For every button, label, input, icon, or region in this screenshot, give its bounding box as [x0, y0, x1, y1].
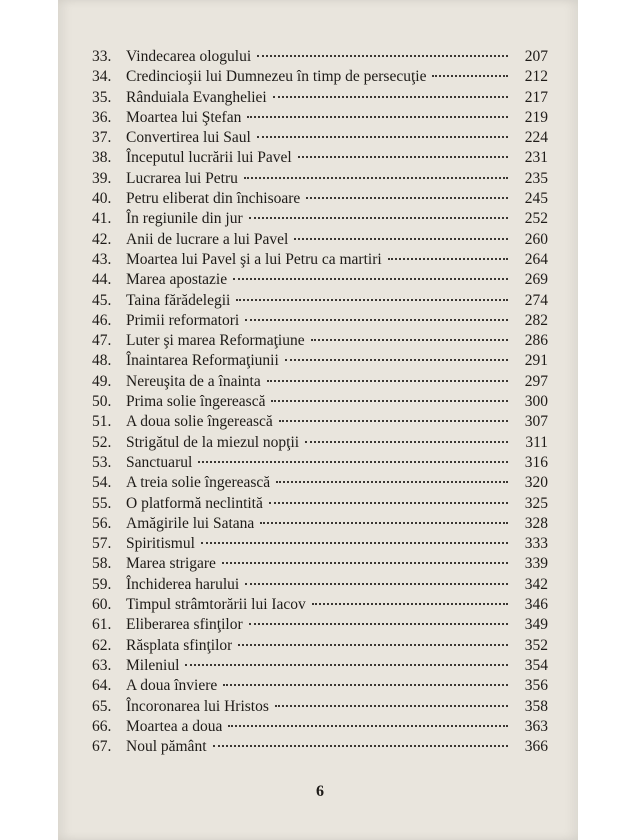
dot-leader	[233, 278, 508, 280]
toc-entry-number: 66.	[92, 717, 112, 735]
toc-entry-page: 269	[524, 271, 548, 289]
toc-entry-title: Prima solie îngerească	[126, 393, 266, 411]
toc-entry-page: 297	[524, 372, 548, 390]
dot-leader	[201, 542, 508, 544]
toc-entry	[92, 209, 548, 229]
toc-entry	[92, 270, 548, 290]
toc-entry-number: 37.	[92, 129, 112, 147]
toc-entry-number: 59.	[92, 575, 112, 593]
toc-entry-number: 62.	[92, 636, 112, 654]
toc-entry-page: 282	[524, 311, 548, 329]
toc-entry-title: Lucrarea lui Petru	[126, 169, 238, 187]
toc-entry-title: Marea strigare	[126, 555, 216, 573]
toc-entry-title: Timpul strâmtorării lui Iacov	[126, 596, 306, 614]
toc-entry-page: 252	[524, 210, 548, 228]
toc-entry	[92, 595, 548, 615]
toc-entry-title: Moartea a doua	[126, 717, 223, 735]
dot-leader	[388, 258, 508, 260]
toc-entry-number: 34.	[92, 68, 112, 86]
toc-entry	[92, 351, 548, 371]
toc-entry-page: 352	[524, 636, 548, 654]
toc-entry-page: 325	[524, 494, 548, 512]
toc-entry-number: 56.	[92, 514, 112, 532]
toc-entry	[92, 148, 548, 168]
toc-entry	[92, 697, 548, 717]
toc-entry	[92, 88, 548, 108]
toc-entry-number: 63.	[92, 656, 112, 674]
dot-leader	[245, 583, 508, 585]
toc-entry	[92, 473, 548, 493]
toc-entry	[92, 311, 548, 331]
toc-entry-title: Începutul lucrării lui Pavel	[126, 149, 292, 167]
toc-entry-title: Taina fărădelegii	[126, 291, 231, 309]
toc-entry	[92, 534, 548, 554]
dot-leader	[267, 380, 508, 382]
dot-leader	[260, 522, 508, 524]
toc-entry-title: Amăgirile lui Satana	[126, 514, 255, 532]
toc-entry-number: 50.	[92, 393, 112, 411]
page-number: 6	[316, 783, 324, 800]
toc-entry	[92, 250, 548, 270]
toc-entry-title: Spiritismul	[126, 535, 195, 553]
toc-entry-number: 64.	[92, 677, 112, 695]
toc-entry-number: 35.	[92, 88, 112, 106]
dot-leader	[275, 705, 508, 707]
toc-entry-title: Convertirea lui Saul	[126, 129, 251, 147]
dot-leader	[244, 177, 508, 179]
toc-entry-title: Noul pământ	[126, 738, 207, 756]
toc-entry-page: 286	[524, 332, 548, 350]
toc-entry	[92, 108, 548, 128]
toc-entry-page: 260	[524, 230, 548, 248]
toc-entry-page: 212	[524, 68, 548, 86]
dot-leader	[312, 603, 508, 605]
toc-entry	[92, 575, 548, 595]
toc-entry-number: 49.	[92, 372, 112, 390]
dot-leader	[185, 664, 508, 666]
dot-leader	[271, 400, 508, 402]
toc-entry-number: 47.	[92, 332, 112, 350]
toc-entry-number: 42.	[92, 230, 112, 248]
toc-entry	[92, 433, 548, 453]
dot-leader	[269, 502, 508, 504]
toc-entry	[92, 737, 548, 757]
toc-entry-title: Încoronarea lui Hristos	[126, 697, 269, 715]
toc-entry-title: Rânduiala Evangheliei	[126, 88, 267, 106]
toc-entry	[92, 67, 548, 87]
toc-entry	[92, 47, 548, 67]
toc-entry	[92, 656, 548, 676]
toc-entry-page: 342	[524, 575, 548, 593]
dot-leader	[247, 116, 508, 118]
toc-entry-number: 61.	[92, 616, 112, 634]
toc-entry-title: A treia solie îngerească	[126, 474, 271, 492]
toc-entry-number: 45.	[92, 291, 112, 309]
dot-leader	[273, 96, 508, 98]
toc-entry	[92, 554, 548, 574]
toc-entry	[92, 331, 548, 351]
dot-leader	[222, 562, 508, 564]
toc-entry-number: 48.	[92, 352, 112, 370]
toc-entry	[92, 453, 548, 473]
toc-entry	[92, 717, 548, 737]
dot-leader	[245, 319, 508, 321]
toc-entry-page: 316	[524, 453, 548, 471]
toc-entry-page: 264	[524, 250, 548, 268]
dot-leader	[305, 441, 508, 443]
toc-entry-title: Vindecarea ologului	[126, 48, 252, 65]
dot-leader	[306, 197, 508, 199]
dot-leader	[223, 684, 508, 686]
toc-entry-page: 291	[524, 352, 548, 370]
toc-entry	[92, 636, 548, 656]
toc-entry-number: 36.	[92, 108, 112, 126]
toc-entry	[92, 412, 548, 432]
toc-entry-page: 231	[524, 149, 548, 167]
toc-entry	[92, 128, 548, 148]
toc-entry-page: 224	[524, 129, 548, 147]
toc-entry-page: 307	[524, 413, 548, 431]
toc-entry-title: Marea apostazie	[126, 271, 228, 289]
toc-entry-title: Anii de lucrare a lui Pavel	[126, 230, 289, 248]
toc-entry-number: 39.	[92, 169, 112, 187]
toc-entry-title: În regiunile din jur	[126, 210, 243, 228]
toc-entry-page: 320	[524, 474, 548, 492]
dot-leader	[238, 644, 508, 646]
toc-entry-number: 67.	[92, 738, 112, 756]
dot-leader	[285, 359, 508, 361]
toc-entry-number: 57.	[92, 535, 112, 553]
toc-entry-page: 274	[524, 291, 548, 309]
dot-leader	[276, 481, 508, 483]
toc-entry-title: O platformă neclintită	[126, 494, 263, 512]
toc-entry-page: 358	[524, 697, 548, 715]
dot-leader	[298, 156, 508, 158]
toc-entry-number: 40.	[92, 190, 112, 208]
toc-entry	[92, 189, 548, 209]
toc-entry-page: 333	[524, 535, 548, 553]
toc-entry-title: Credincioşii lui Dumnezeu în timp de persecuţie	[126, 68, 427, 86]
toc-entry-number: 51.	[92, 413, 112, 431]
toc-entry-number: 46.	[92, 311, 112, 329]
toc-entry-page: 354	[524, 656, 548, 674]
toc-entry-title: Luter şi marea Reformaţiune	[126, 332, 305, 350]
toc-entry-page: 356	[524, 677, 548, 695]
table-of-contents	[92, 47, 548, 757]
dot-leader	[311, 339, 508, 341]
toc-entry-number: 43.	[92, 250, 112, 268]
toc-entry-number: 60.	[92, 596, 112, 614]
dot-leader	[213, 745, 509, 747]
dot-leader	[432, 75, 508, 77]
toc-entry	[92, 676, 548, 696]
toc-entry-number: 53.	[92, 453, 112, 471]
toc-entry-title: Mileniul	[126, 656, 180, 674]
toc-entry-number: 58.	[92, 555, 112, 573]
toc-entry-title: Sanctuarul	[126, 453, 193, 471]
dot-leader	[257, 55, 508, 57]
toc-entry-number: 65.	[92, 697, 112, 715]
toc-entry-title: Primii reformatori	[126, 311, 240, 329]
dot-leader	[279, 420, 508, 422]
toc-entry-page: 311	[525, 433, 548, 451]
toc-entry-number: 54.	[92, 474, 112, 492]
toc-entry-title: Răsplata sfinţilor	[126, 636, 233, 654]
toc-entry-page: 300	[524, 393, 548, 411]
toc-entry-title: Strigătul de la miezul nopţii	[126, 433, 300, 451]
toc-entry-number: 55.	[92, 494, 112, 512]
toc-entry-title: Petru eliberat din închisoare	[126, 190, 301, 208]
toc-entry-page: 339	[524, 555, 548, 573]
dot-leader	[236, 299, 508, 301]
toc-entry-number: 33.	[92, 48, 112, 65]
toc-entry-page: 346	[524, 596, 548, 614]
toc-entry-title: Închiderea harului	[126, 575, 240, 593]
toc-entry-number: 38.	[92, 149, 112, 167]
toc-entry	[92, 372, 548, 392]
toc-entry-page: 219	[524, 108, 548, 126]
toc-entry	[92, 169, 548, 189]
toc-entry-number: 41.	[92, 210, 112, 228]
toc-entry-page: 245	[524, 190, 548, 208]
toc-entry-number: 44.	[92, 271, 112, 289]
toc-entry-title: A doua înviere	[126, 677, 218, 695]
dot-leader	[249, 623, 508, 625]
toc-entry-title: A doua solie îngerească	[126, 413, 273, 431]
toc-entry-page: 217	[524, 88, 548, 106]
toc-entry	[92, 392, 548, 412]
toc-entry-page: 328	[524, 514, 548, 532]
toc-entry	[92, 615, 548, 635]
toc-entry-number: 52.	[92, 433, 112, 451]
toc-entry-title: Nereuşita de a înainta	[126, 372, 261, 390]
dot-leader	[249, 217, 508, 219]
toc-entry	[92, 230, 548, 250]
toc-entry-page: 363	[524, 717, 548, 735]
dot-leader	[228, 725, 508, 727]
dot-leader	[294, 238, 508, 240]
dot-leader	[198, 461, 508, 463]
toc-entry-title: Moartea lui Ştefan	[126, 108, 242, 126]
toc-entry	[92, 494, 548, 514]
dot-leader	[257, 136, 508, 138]
toc-entry-title: Moartea lui Pavel şi a lui Petru ca martiri	[126, 250, 382, 268]
toc-entry-page: 235	[524, 169, 548, 187]
toc-entry-page: 207	[524, 48, 548, 65]
toc-entry-page: 366	[524, 738, 548, 756]
toc-entry-title: Înaintarea Reformaţiunii	[126, 352, 279, 370]
toc-entry	[92, 291, 548, 311]
toc-entry-title: Eliberarea sfinţilor	[126, 616, 243, 634]
toc-entry-page: 349	[524, 616, 548, 634]
toc-entry	[92, 514, 548, 534]
